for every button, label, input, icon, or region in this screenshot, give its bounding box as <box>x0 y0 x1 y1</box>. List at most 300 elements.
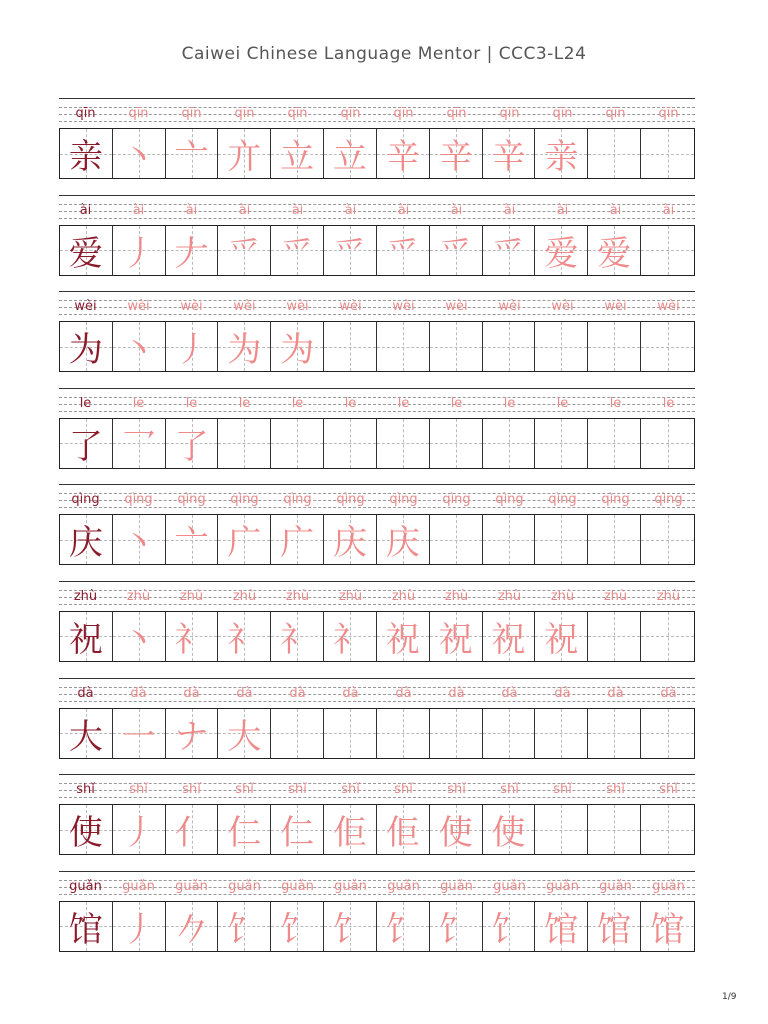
stroke-step: 𠂇 <box>174 233 209 274</box>
pinyin-trace: qìng <box>124 492 153 508</box>
stroke-step-cell[interactable] <box>483 515 536 564</box>
pinyin-label: wèi <box>74 299 97 315</box>
model-character: 祝 <box>68 619 103 660</box>
stroke-step: 爫 <box>333 233 368 274</box>
stroke-step <box>483 515 535 564</box>
pinyin-trace: qìng <box>548 492 577 508</box>
stroke-step: 饣 <box>227 909 262 950</box>
pinyin-trace: dà <box>660 685 677 701</box>
stroke-step-cell[interactable] <box>377 322 430 371</box>
pinyin-trace: wèi <box>445 299 468 315</box>
stroke-step-cell[interactable] <box>641 902 694 951</box>
practice-row <box>59 581 695 678</box>
stroke-step-cell[interactable] <box>377 805 430 854</box>
stroke-step-cell[interactable] <box>535 805 588 854</box>
pinyin-trace: ài <box>450 202 463 218</box>
stroke-step-cell[interactable] <box>324 419 377 468</box>
stroke-step-cell[interactable] <box>113 129 166 178</box>
pinyin-trace: ài <box>556 202 569 218</box>
stroke-step <box>377 322 429 371</box>
pinyin-label: shǐ <box>76 782 95 798</box>
practice-row <box>59 871 695 968</box>
stroke-step-cell[interactable] <box>588 612 641 661</box>
stroke-step-cell[interactable] <box>483 322 536 371</box>
stroke-step: 仁 <box>227 813 262 854</box>
stroke-step: 饣 <box>491 909 526 950</box>
stroke-step-cell[interactable] <box>641 709 694 758</box>
stroke-step-cell[interactable] <box>218 226 271 275</box>
stroke-step-cell[interactable] <box>483 226 536 275</box>
practice-row <box>59 678 695 775</box>
pinyin-trace: shǐ <box>182 782 201 798</box>
stroke-step-cell[interactable] <box>218 805 271 854</box>
model-character-cell[interactable] <box>60 515 113 564</box>
stroke-step-cell[interactable] <box>588 226 641 275</box>
stroke-step: 一 <box>121 716 156 757</box>
stroke-step-cell[interactable] <box>535 322 588 371</box>
stroke-step-cell[interactable] <box>377 902 430 951</box>
writing-grid <box>59 708 695 759</box>
stroke-step-cell[interactable] <box>641 515 694 564</box>
pinyin-trace: guǎn <box>175 878 208 894</box>
stroke-step <box>641 419 694 468</box>
stroke-step-cell[interactable] <box>430 322 483 371</box>
stroke-step-cell[interactable] <box>113 805 166 854</box>
stroke-step-cell[interactable] <box>483 419 536 468</box>
stroke-step <box>535 709 587 758</box>
pinyin-band <box>59 581 695 610</box>
stroke-step: 辛 <box>438 137 473 177</box>
stroke-step: 馆 <box>650 909 685 950</box>
stroke-step: 立 <box>333 137 368 177</box>
stroke-step-cell[interactable] <box>641 322 694 371</box>
stroke-step <box>324 419 376 468</box>
pinyin-trace: le <box>556 395 569 411</box>
stroke-step: 使 <box>491 813 526 854</box>
model-character-cell[interactable] <box>60 805 113 854</box>
stroke-step: 𠂊 <box>174 909 209 950</box>
stroke-step: 丶 <box>121 137 156 177</box>
pinyin-trace: le <box>238 395 251 411</box>
stroke-step-cell[interactable] <box>218 515 271 564</box>
stroke-step: 礻 <box>227 619 262 660</box>
stroke-step: 丿 <box>121 233 156 274</box>
pinyin-trace: shǐ <box>606 782 625 798</box>
stroke-step-cell[interactable] <box>166 709 219 758</box>
stroke-step-cell[interactable] <box>535 612 588 661</box>
stroke-step: 饣 <box>438 909 473 950</box>
writing-grid <box>59 418 695 469</box>
pinyin-trace: zhù <box>232 588 257 604</box>
stroke-step-cell[interactable] <box>377 515 430 564</box>
pinyin-trace: ài <box>662 202 675 218</box>
stroke-step-cell[interactable] <box>324 902 377 951</box>
pinyin-trace: shǐ <box>288 782 307 798</box>
stroke-step-cell[interactable] <box>166 129 219 178</box>
stroke-step-cell[interactable] <box>166 805 219 854</box>
pinyin-trace: guǎn <box>228 878 261 894</box>
stroke-step-cell[interactable] <box>218 322 271 371</box>
pinyin-trace: qīn <box>287 106 308 121</box>
stroke-step <box>641 805 694 854</box>
stroke-step-cell[interactable] <box>271 419 324 468</box>
pinyin-trace: ài <box>503 202 516 218</box>
stroke-step-cell[interactable] <box>483 129 536 178</box>
pinyin-label: qīn <box>75 106 96 121</box>
stroke-step <box>535 322 587 371</box>
stroke-step: 爫 <box>491 233 526 274</box>
pinyin-label: ài <box>79 202 92 218</box>
stroke-step-cell[interactable] <box>113 226 166 275</box>
pinyin-trace: qìng <box>230 492 259 508</box>
pinyin-trace: qīn <box>128 106 149 121</box>
stroke-step: 爱 <box>597 233 632 274</box>
stroke-step: 乛 <box>121 426 156 467</box>
stroke-step-cell[interactable] <box>271 805 324 854</box>
pinyin-trace: guǎn <box>599 878 632 894</box>
pinyin-trace: qìng <box>442 492 471 508</box>
stroke-step: 礻 <box>333 619 368 660</box>
pinyin-band <box>59 388 695 417</box>
model-character: 亲 <box>68 137 103 177</box>
stroke-step: 广 <box>280 523 315 564</box>
pinyin-trace: qīn <box>340 106 361 121</box>
stroke-step-cell[interactable] <box>535 709 588 758</box>
stroke-step <box>588 709 640 758</box>
pinyin-trace: zhù <box>497 588 522 604</box>
stroke-step-cell[interactable] <box>430 805 483 854</box>
pinyin-trace: ài <box>185 202 198 218</box>
stroke-step <box>641 322 694 371</box>
stroke-step <box>641 709 694 758</box>
stroke-step-cell[interactable] <box>113 515 166 564</box>
stroke-step <box>641 612 694 661</box>
stroke-step-cell[interactable] <box>535 129 588 178</box>
stroke-step-cell[interactable] <box>324 709 377 758</box>
page-number: 1/9 <box>722 992 737 1002</box>
stroke-step-cell[interactable] <box>377 419 430 468</box>
stroke-step: 礻 <box>174 619 209 660</box>
pinyin-trace: wèi <box>498 299 521 315</box>
model-character: 大 <box>68 716 103 757</box>
stroke-step: 爫 <box>280 233 315 274</box>
practice-sheet <box>59 98 695 967</box>
pinyin-band <box>59 291 695 320</box>
stroke-step: 丶 <box>121 330 156 371</box>
stroke-step: 饣 <box>385 909 420 950</box>
stroke-step: 丶 <box>121 523 156 564</box>
stroke-step <box>430 419 482 468</box>
pinyin-trace: le <box>609 395 622 411</box>
pinyin-trace: dà <box>395 685 412 701</box>
stroke-step-cell[interactable] <box>483 709 536 758</box>
pinyin-trace: zhù <box>391 588 416 604</box>
stroke-step-cell[interactable] <box>641 419 694 468</box>
pinyin-trace: guǎn <box>546 878 579 894</box>
practice-row <box>59 774 695 871</box>
stroke-step-cell[interactable] <box>588 805 641 854</box>
stroke-step-cell[interactable] <box>588 129 641 178</box>
stroke-step-cell[interactable] <box>113 419 166 468</box>
stroke-step-cell[interactable] <box>377 709 430 758</box>
stroke-step: 饣 <box>333 909 368 950</box>
pinyin-trace: le <box>291 395 304 411</box>
stroke-step-cell[interactable] <box>166 902 219 951</box>
stroke-step-cell[interactable] <box>324 322 377 371</box>
writing-grid <box>59 514 695 565</box>
stroke-step-cell[interactable] <box>218 709 271 758</box>
stroke-step-cell[interactable] <box>430 515 483 564</box>
model-character: 爱 <box>68 233 103 274</box>
stroke-step-cell[interactable] <box>641 612 694 661</box>
stroke-step: 爫 <box>227 233 262 274</box>
stroke-step: ナ <box>174 716 209 757</box>
pinyin-trace: ài <box>291 202 304 218</box>
stroke-step-cell[interactable] <box>324 612 377 661</box>
stroke-step-cell[interactable] <box>430 612 483 661</box>
pinyin-trace: shǐ <box>500 782 519 798</box>
stroke-step-cell[interactable] <box>218 902 271 951</box>
stroke-step-cell[interactable] <box>113 709 166 758</box>
stroke-step-cell[interactable] <box>271 129 324 178</box>
stroke-step <box>483 322 535 371</box>
stroke-step: 亣 <box>227 137 262 177</box>
stroke-step-cell[interactable] <box>166 322 219 371</box>
stroke-step-cell[interactable] <box>324 226 377 275</box>
pinyin-trace: shǐ <box>447 782 466 798</box>
pinyin-band <box>59 871 695 900</box>
stroke-step <box>588 322 640 371</box>
stroke-step-cell[interactable] <box>218 612 271 661</box>
pinyin-trace: zhù <box>338 588 363 604</box>
pinyin-trace: wèi <box>180 299 203 315</box>
stroke-step: 使 <box>438 813 473 854</box>
stroke-step <box>218 419 270 468</box>
model-character: 馆 <box>68 909 103 950</box>
stroke-step: 仁 <box>280 813 315 854</box>
stroke-step: 广 <box>227 523 262 564</box>
stroke-step-cell[interactable] <box>430 226 483 275</box>
pinyin-band <box>59 678 695 707</box>
stroke-step-cell[interactable] <box>430 902 483 951</box>
stroke-step-cell[interactable] <box>271 612 324 661</box>
stroke-step: 丶 <box>121 619 156 660</box>
practice-row <box>59 195 695 292</box>
stroke-step: 佢 <box>385 813 420 854</box>
stroke-step-cell[interactable] <box>271 709 324 758</box>
pinyin-trace: ài <box>344 202 357 218</box>
pinyin-trace: qīn <box>658 106 679 121</box>
pinyin-trace: dà <box>183 685 200 701</box>
pinyin-trace: dà <box>289 685 306 701</box>
pinyin-trace: qìng <box>177 492 206 508</box>
stroke-step-cell[interactable] <box>483 805 536 854</box>
model-character: 使 <box>68 813 103 854</box>
pinyin-trace: dà <box>554 685 571 701</box>
stroke-step-cell[interactable] <box>218 419 271 468</box>
stroke-step: 馆 <box>544 909 579 950</box>
pinyin-trace: guǎn <box>122 878 155 894</box>
pinyin-trace: qīn <box>552 106 573 121</box>
stroke-step-cell[interactable] <box>271 226 324 275</box>
stroke-step <box>588 612 640 661</box>
stroke-step <box>641 129 694 178</box>
stroke-step <box>430 322 482 371</box>
stroke-step: 祝 <box>491 619 526 660</box>
stroke-step-cell[interactable] <box>430 419 483 468</box>
pinyin-trace: wèi <box>551 299 574 315</box>
pinyin-trace: dà <box>236 685 253 701</box>
stroke-step: 亲 <box>544 137 579 177</box>
stroke-step-cell[interactable] <box>113 902 166 951</box>
stroke-step <box>483 709 535 758</box>
stroke-step <box>271 419 323 468</box>
pinyin-label: guǎn <box>69 878 102 894</box>
stroke-step-cell[interactable] <box>271 902 324 951</box>
stroke-step-cell[interactable] <box>377 612 430 661</box>
model-character: 为 <box>68 330 103 371</box>
stroke-step-cell[interactable] <box>641 805 694 854</box>
stroke-step-cell[interactable] <box>166 419 219 468</box>
stroke-step: 了 <box>174 426 209 467</box>
pinyin-trace: le <box>185 395 198 411</box>
stroke-step-cell[interactable] <box>430 709 483 758</box>
stroke-step-cell[interactable] <box>535 515 588 564</box>
stroke-step-cell[interactable] <box>588 709 641 758</box>
model-character-cell[interactable] <box>60 322 113 371</box>
stroke-step: 亠 <box>174 137 209 177</box>
pinyin-trace: shǐ <box>129 782 148 798</box>
stroke-step-cell[interactable] <box>113 612 166 661</box>
stroke-step: 立 <box>280 137 315 177</box>
stroke-step <box>641 515 694 564</box>
model-character-cell[interactable] <box>60 226 113 275</box>
stroke-step <box>588 419 640 468</box>
pinyin-trace: qìng <box>336 492 365 508</box>
stroke-step: 为 <box>280 330 315 371</box>
pinyin-trace: le <box>344 395 357 411</box>
model-character-cell[interactable] <box>60 902 113 951</box>
pinyin-trace: zhù <box>444 588 469 604</box>
stroke-step <box>271 709 323 758</box>
pinyin-trace: le <box>450 395 463 411</box>
stroke-step-cell[interactable] <box>324 515 377 564</box>
pinyin-trace: zhù <box>179 588 204 604</box>
writing-grid <box>59 901 695 952</box>
stroke-step-cell[interactable] <box>641 129 694 178</box>
stroke-step <box>588 515 640 564</box>
model-character-cell[interactable] <box>60 419 113 468</box>
stroke-step <box>588 805 640 854</box>
stroke-step: 亻 <box>174 813 209 854</box>
stroke-step-cell[interactable] <box>271 515 324 564</box>
stroke-step: 辛 <box>491 137 526 177</box>
pinyin-trace: zhù <box>126 588 151 604</box>
stroke-step <box>377 419 429 468</box>
model-character: 庆 <box>68 523 103 564</box>
pinyin-trace: qīn <box>181 106 202 121</box>
stroke-step <box>430 709 482 758</box>
stroke-step: 祝 <box>438 619 473 660</box>
pinyin-trace: le <box>397 395 410 411</box>
pinyin-label: zhù <box>73 588 98 604</box>
pinyin-label: qìng <box>71 492 100 508</box>
writing-grid <box>59 321 695 372</box>
pinyin-trace: guǎn <box>652 878 685 894</box>
stroke-step-cell[interactable] <box>430 129 483 178</box>
pinyin-trace: wèi <box>392 299 415 315</box>
stroke-step-cell[interactable] <box>641 226 694 275</box>
pinyin-trace: ài <box>397 202 410 218</box>
stroke-step-cell[interactable] <box>166 612 219 661</box>
stroke-step: 爱 <box>544 233 579 274</box>
stroke-step-cell[interactable] <box>113 322 166 371</box>
stroke-step: 爫 <box>438 233 473 274</box>
pinyin-label: dà <box>77 685 94 701</box>
stroke-step-cell[interactable] <box>588 419 641 468</box>
stroke-step-cell[interactable] <box>377 226 430 275</box>
stroke-step-cell[interactable] <box>588 515 641 564</box>
pinyin-trace: qìng <box>283 492 312 508</box>
pinyin-trace: dà <box>501 685 518 701</box>
stroke-step-cell[interactable] <box>535 419 588 468</box>
stroke-step: 亠 <box>174 523 209 564</box>
stroke-step: 饣 <box>280 909 315 950</box>
model-character-cell[interactable] <box>60 129 113 178</box>
stroke-step: 礻 <box>280 619 315 660</box>
stroke-step-cell[interactable] <box>535 226 588 275</box>
stroke-step <box>377 709 429 758</box>
pinyin-trace: wèi <box>339 299 362 315</box>
pinyin-trace: zhù <box>285 588 310 604</box>
pinyin-trace: guǎn <box>387 878 420 894</box>
stroke-step-cell[interactable] <box>324 805 377 854</box>
stroke-step-cell[interactable] <box>483 612 536 661</box>
pinyin-trace: wèi <box>127 299 150 315</box>
stroke-step-cell[interactable] <box>483 902 536 951</box>
stroke-step-cell[interactable] <box>377 129 430 178</box>
pinyin-trace: le <box>132 395 145 411</box>
pinyin-trace: qīn <box>605 106 626 121</box>
practice-row <box>59 388 695 485</box>
stroke-step <box>324 322 376 371</box>
stroke-step-cell[interactable] <box>535 902 588 951</box>
stroke-step-cell[interactable] <box>166 515 219 564</box>
pinyin-trace: ài <box>609 202 622 218</box>
pinyin-trace: zhù <box>603 588 628 604</box>
pinyin-trace: ài <box>132 202 145 218</box>
pinyin-trace: wèi <box>286 299 309 315</box>
stroke-step-cell[interactable] <box>218 129 271 178</box>
stroke-step: 佢 <box>333 813 368 854</box>
stroke-step-cell[interactable] <box>166 226 219 275</box>
stroke-step: 馆 <box>597 909 632 950</box>
stroke-step <box>535 805 587 854</box>
stroke-step-cell[interactable] <box>324 129 377 178</box>
model-character-cell[interactable] <box>60 709 113 758</box>
stroke-step: 大 <box>227 716 262 757</box>
writing-grid <box>59 128 695 179</box>
stroke-step: 为 <box>227 330 262 371</box>
stroke-step-cell[interactable] <box>588 902 641 951</box>
model-character-cell[interactable] <box>60 612 113 661</box>
pinyin-trace: le <box>662 395 675 411</box>
stroke-step: 祝 <box>385 619 420 660</box>
stroke-step-cell[interactable] <box>588 322 641 371</box>
stroke-step-cell[interactable] <box>271 322 324 371</box>
pinyin-band <box>59 484 695 513</box>
stroke-step: 丿 <box>121 909 156 950</box>
